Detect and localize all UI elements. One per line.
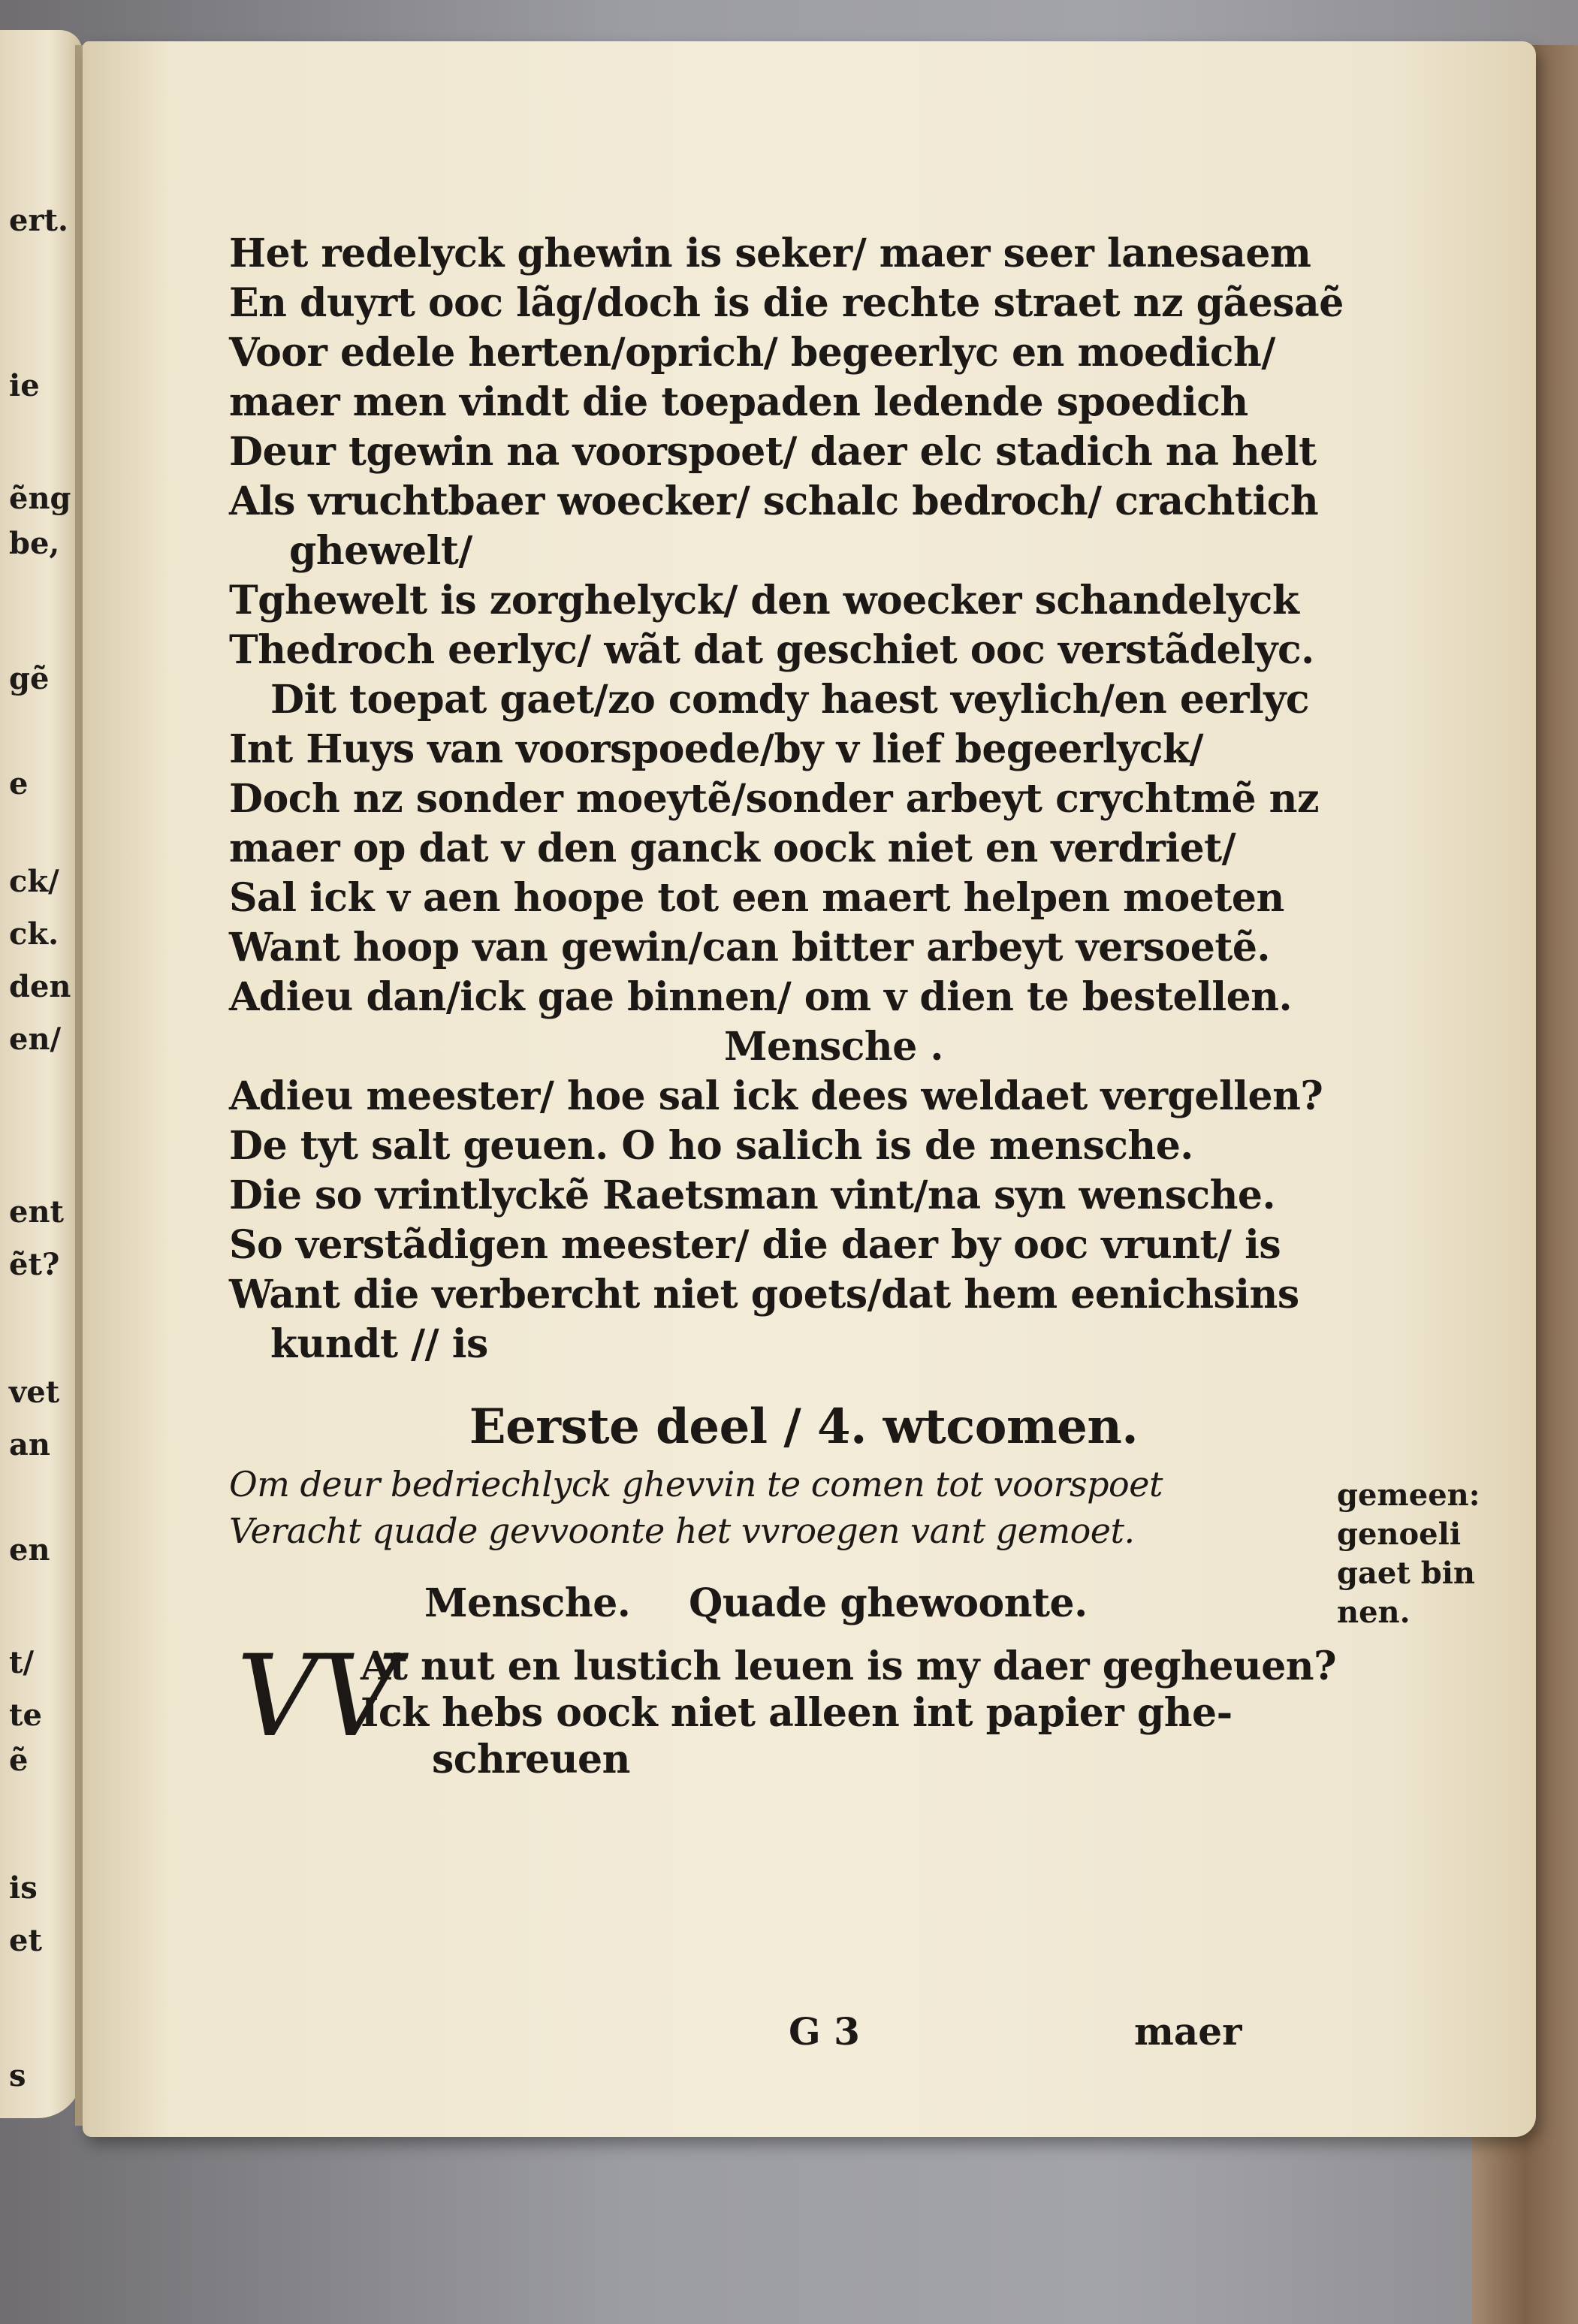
left-page-fragment: t/ bbox=[9, 1645, 35, 1680]
left-page-fragment: s bbox=[9, 2058, 26, 2093]
left-page-fragment: ert. bbox=[9, 203, 68, 238]
text-line: maer men vindt die toepaden ledende spoedich bbox=[229, 379, 1248, 425]
text-line: So verstãdigen meester/ die daer by ooc vrunt/ is bbox=[229, 1222, 1281, 1268]
speaker-name: Mensche . bbox=[724, 1024, 943, 1070]
text-line: kundt // is bbox=[270, 1321, 488, 1367]
left-page-fragment: ck/ bbox=[9, 864, 59, 899]
page-footer bbox=[83, 2009, 1536, 2062]
text-line: Het redelyck ghewin is seker/ maer seer lanesaem bbox=[229, 231, 1311, 276]
left-page-fragment: ent bbox=[9, 1194, 65, 1230]
page-text bbox=[229, 229, 1344, 1794]
verse-line: schreuen bbox=[432, 1737, 630, 1782]
text-line: Want hoop van gewin/can bitter arbeyt versoetẽ. bbox=[229, 925, 1271, 970]
left-page-fragment: ẽt? bbox=[9, 1247, 60, 1282]
text-line: Adieu dan/ick gae binnen/ om v dien te bestellen. bbox=[229, 974, 1293, 1020]
verse-line: At nut en lustich leuen is my daer gegheuen? bbox=[361, 1643, 1337, 1689]
speaker-row bbox=[229, 1574, 1333, 1634]
text-line: Die so vrintlyckẽ Raetsman vint/na syn wensche. bbox=[229, 1173, 1276, 1218]
marginal-note-line: nen. bbox=[1337, 1595, 1411, 1630]
book-page bbox=[83, 41, 1536, 2137]
text-line: ghewelt/ bbox=[289, 528, 472, 574]
left-page-edge bbox=[0, 30, 83, 2118]
left-page-fragment: ẽ bbox=[9, 1743, 29, 1778]
drop-cap: VV bbox=[237, 1631, 399, 1762]
text-line: Int Huys van voorspoede/by v lief begeerlyck/ bbox=[229, 726, 1203, 772]
left-page-fragment: vet bbox=[9, 1375, 60, 1410]
text-line: Deur tgewin na voorspoet/ daer elc stadich na helt bbox=[229, 429, 1317, 475]
marginal-note-line: genoeli bbox=[1337, 1517, 1462, 1552]
section-heading: Eerste deel / 4. wtcomen. bbox=[469, 1399, 1139, 1455]
signature-mark: G 3 bbox=[789, 2009, 860, 2054]
text-line: Sal ick v aen hoope tot een maert helpen moeten bbox=[229, 875, 1284, 921]
text-line: En duyrt ooc lãg/doch is die rechte straet nz gãesaẽ bbox=[229, 280, 1344, 326]
left-page-fragment: be, bbox=[9, 526, 60, 561]
motto-line: Om deur bedriechlyck ghevvin te comen tot voorspoet bbox=[229, 1464, 1163, 1505]
text-line: Doch nz sonder moeytẽ/sonder arbeyt crychtmẽ nz bbox=[229, 776, 1319, 822]
verse-line: Ick hebs oock niet alleen int papier ghe- bbox=[361, 1690, 1233, 1736]
speaker-name: Quade ghewoonte. bbox=[689, 1580, 1088, 1626]
text-line: Adieu meester/ hoe sal ick dees weldaet vergellen? bbox=[229, 1073, 1323, 1119]
text-line: De tyt salt geuen. O ho salich is de mensche. bbox=[229, 1123, 1193, 1169]
left-page-fragment: ie bbox=[9, 368, 40, 403]
motto-line: Veracht quade gevvoonte het vvroegen vant gemoet. bbox=[229, 1511, 1135, 1551]
text-line: Want die verbercht niet goets/dat hem eenichsins bbox=[229, 1272, 1299, 1317]
left-page-fragment: den bbox=[9, 969, 71, 1004]
text-line: Tghewelt is zorghelyck/ den woecker schandelyck bbox=[229, 578, 1299, 623]
marginal-note-line: gaet bin bbox=[1337, 1556, 1475, 1591]
left-page-fragment: is bbox=[9, 1870, 38, 1906]
left-page-fragment: gẽ bbox=[9, 661, 50, 696]
left-page-fragment: an bbox=[9, 1427, 50, 1462]
text-line: Thedroch eerlyc/ wãt dat geschiet ooc verstãdelyc. bbox=[229, 627, 1314, 673]
text-line: Als vruchtbaer woecker/ schalc bedroch/ crachtich bbox=[229, 478, 1319, 524]
left-page-fragment: e bbox=[9, 766, 29, 801]
text-line: Dit toepat gaet/zo comdy haest veylich/en eerlyc bbox=[270, 677, 1310, 723]
text-line: maer op dat v den ganck oock niet en verdriet/ bbox=[229, 825, 1236, 871]
marginal-note-line: gemeen: bbox=[1337, 1477, 1480, 1513]
left-page-fragment: en/ bbox=[9, 1022, 62, 1057]
catchword: maer bbox=[1134, 2009, 1242, 2054]
left-page-fragment: en bbox=[9, 1532, 50, 1568]
speaker-name: Mensche. bbox=[424, 1580, 631, 1626]
left-page-fragment: ẽng bbox=[9, 481, 71, 516]
left-page-fragment: ck. bbox=[9, 916, 59, 952]
left-page-fragment: et bbox=[9, 1923, 42, 1958]
marginal-note bbox=[1337, 1476, 1480, 1632]
left-page-fragment: te bbox=[9, 1698, 42, 1733]
verse-block bbox=[229, 1631, 1337, 1794]
text-line: Voor edele herten/oprich/ begeerlyc en moedich/ bbox=[229, 330, 1275, 376]
